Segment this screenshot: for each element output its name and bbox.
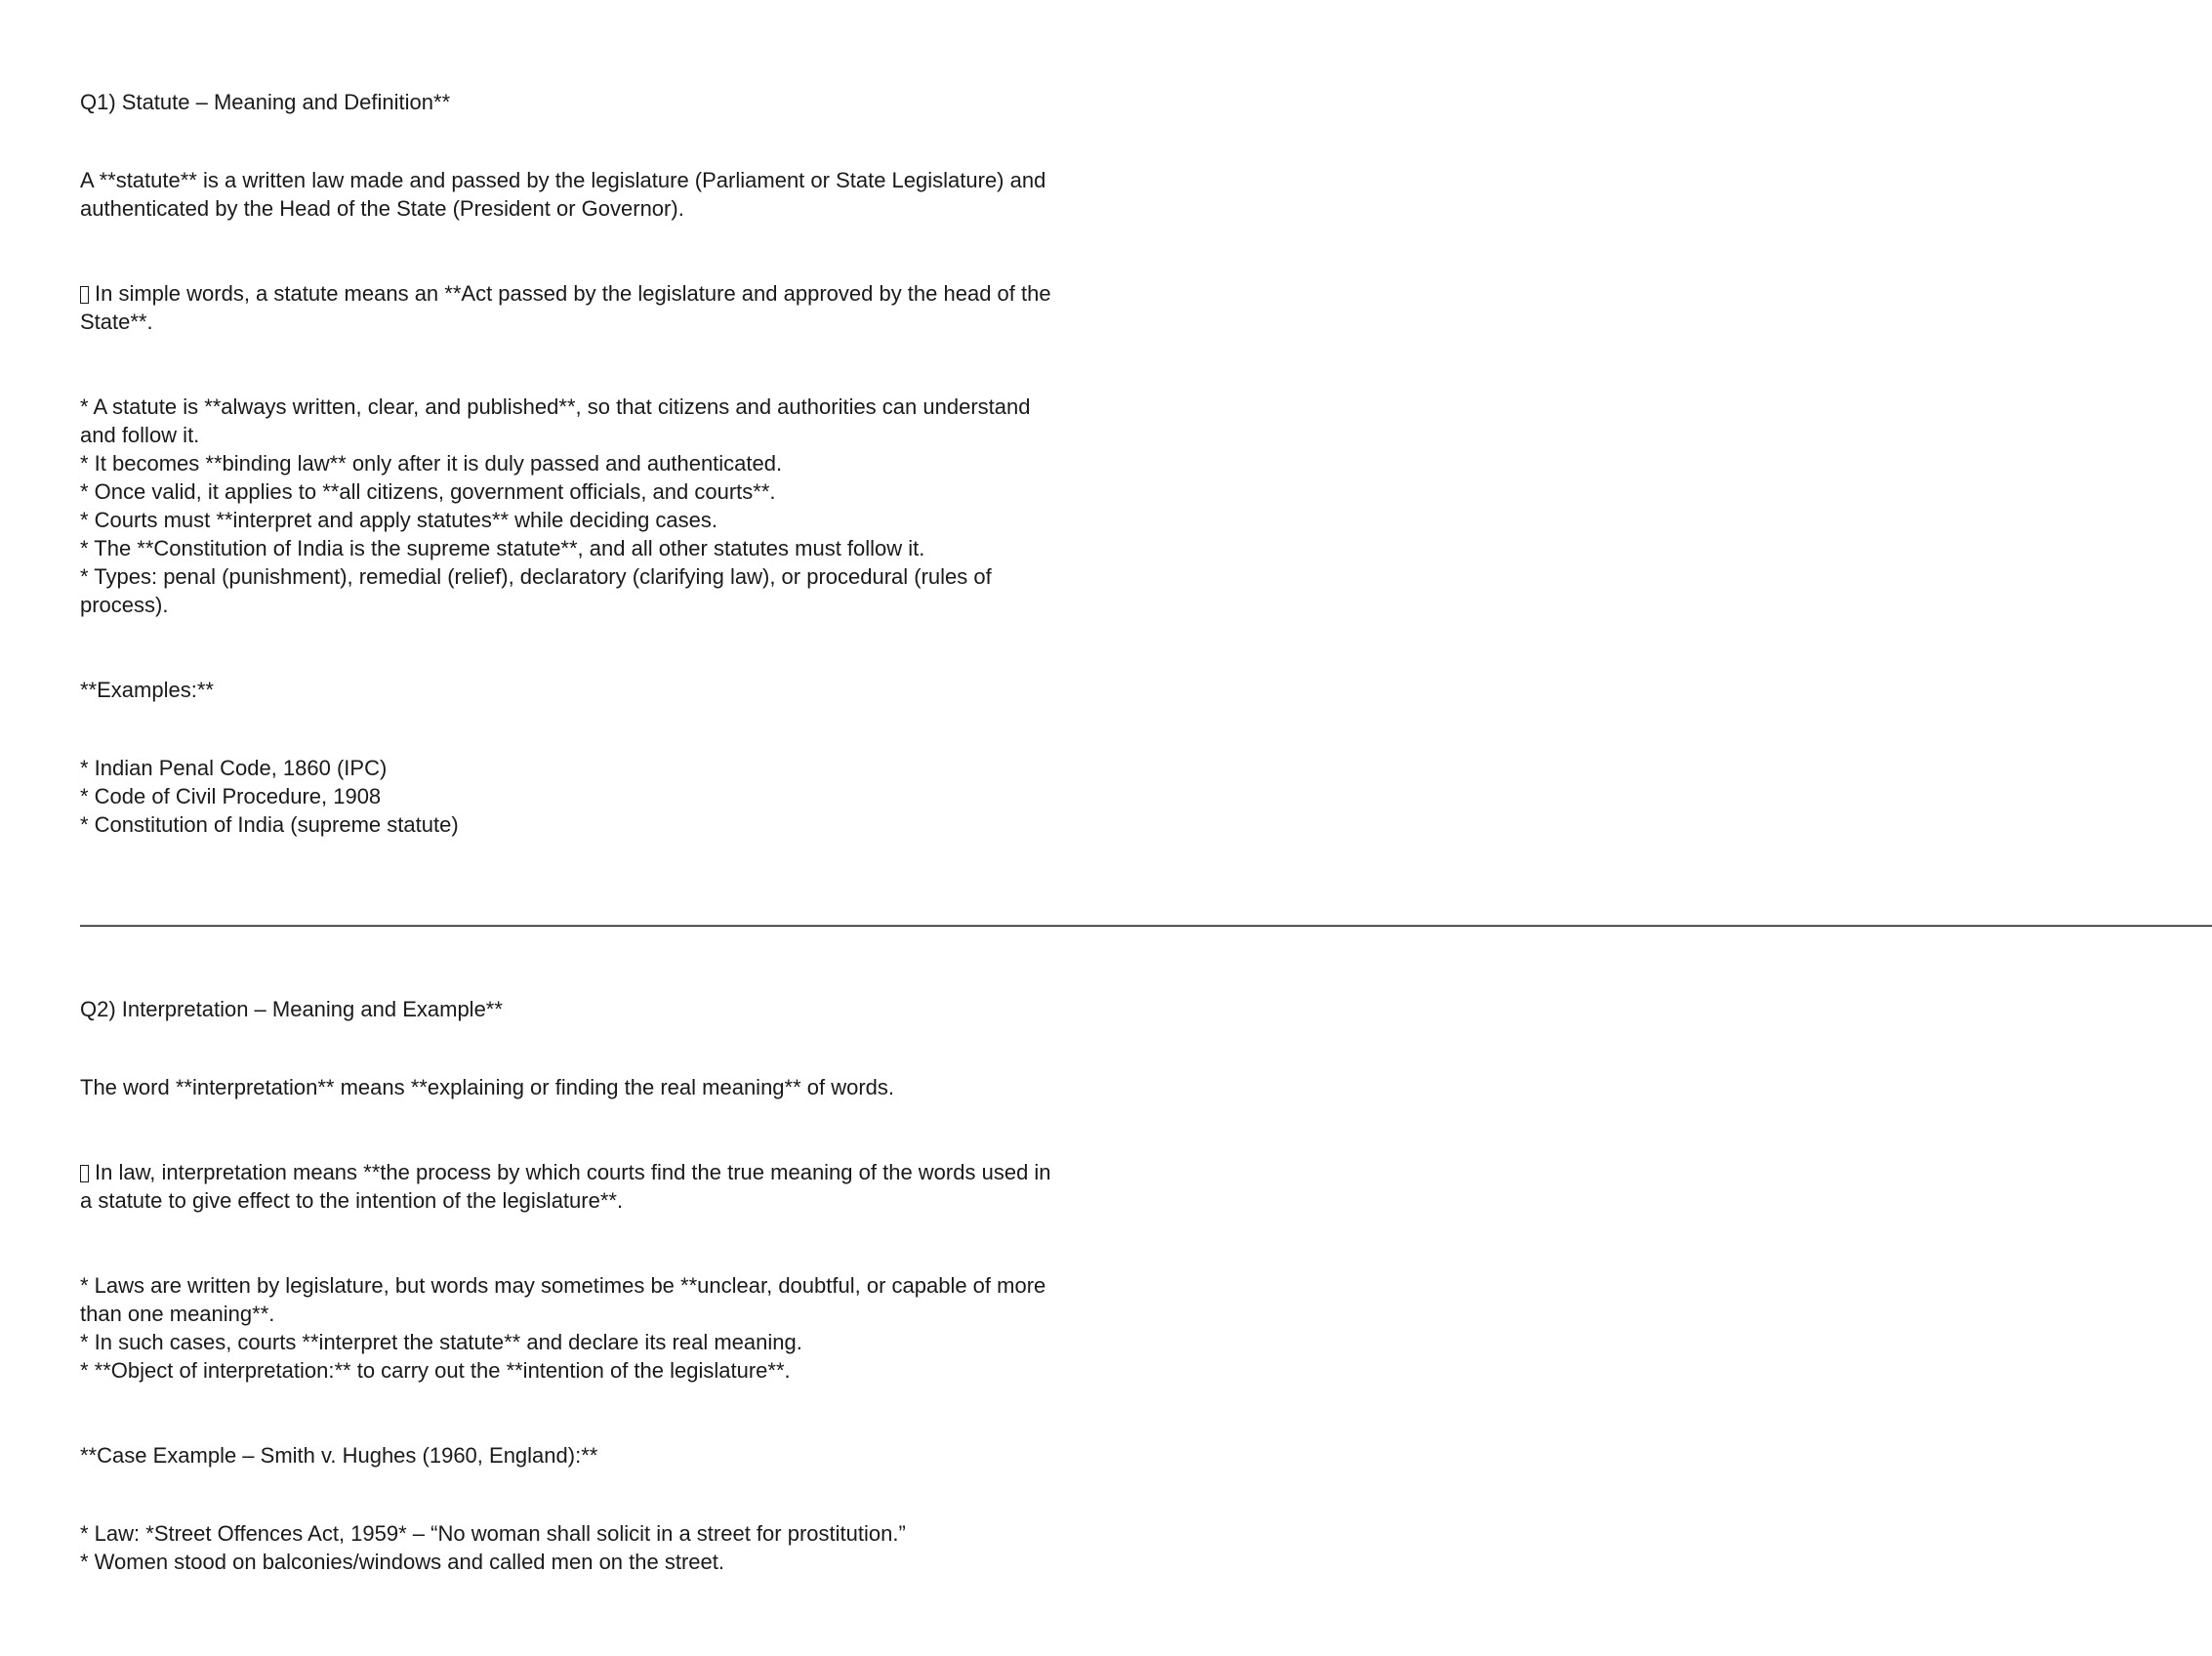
q1-examples	[80, 754, 1054, 839]
q2-point: * In such cases, courts **interpret the statute** and declare its real meaning.	[80, 1330, 802, 1354]
q1-simple-words-text: In simple words, a statute means an **Act passed by the legislature and approved by the head of the State**.	[80, 281, 1051, 334]
q2-case-point: * Law: *Street Offences Act, 1959* – “No woman shall solicit in a street for prostitution.”	[80, 1521, 906, 1546]
section-divider: ————————————————————————————————————————————————————————————————————————————————————————————————————————	[80, 912, 2212, 936]
q2-case-label: **Case Example – Smith v. Hughes (1960, England):**	[80, 1443, 598, 1468]
missing-glyph-box-icon	[80, 1165, 89, 1182]
q1-point: * Once valid, it applies to **all citizens, government officials, and courts**.	[80, 479, 776, 504]
q2-point: * **Object of interpretation:** to carry out the **intention of the legislature**.	[80, 1358, 791, 1383]
q2-in-law	[80, 1158, 1054, 1215]
q1-example: * Indian Penal Code, 1860 (IPC)	[80, 756, 388, 780]
q1-point: * Courts must **interpret and apply statutes** while deciding cases.	[80, 508, 718, 532]
q1-heading: Q1) Statute – Meaning and Definition**	[80, 90, 451, 114]
q1-point: * A statute is **always written, clear, and published**, so that citizens and authorities can understand and follow it.	[80, 394, 1031, 447]
q1-point: * It becomes **binding law** only after it is duly passed and authenticated.	[80, 451, 783, 476]
q1-point: * Types: penal (punishment), remedial (relief), declaratory (clarifying law), or procedural (rules of process).	[80, 564, 992, 617]
q2-heading: Q2) Interpretation – Meaning and Example**	[80, 997, 503, 1021]
q1-example: * Constitution of India (supreme statute)	[80, 812, 459, 837]
q2-case-points	[80, 1519, 1054, 1576]
q1-example: * Code of Civil Procedure, 1908	[80, 784, 382, 808]
q1-simple-words	[80, 279, 1054, 336]
q1-points	[80, 393, 1054, 619]
missing-glyph-box-icon	[80, 286, 89, 304]
q2-case-point: * Women stood on balconies/windows and called men on the street.	[80, 1550, 724, 1574]
q2-points	[80, 1271, 1054, 1385]
q1-examples-label: **Examples:**	[80, 678, 214, 702]
q2-definition: The word **interpretation** means **explaining or finding the real meaning** of words.	[80, 1075, 895, 1099]
q2-point: * Laws are written by legislature, but words may sometimes be **unclear, doubtful, or capable of more than one meaning**.	[80, 1273, 1046, 1326]
q1-point: * The **Constitution of India is the supreme statute**, and all other statutes must follow it.	[80, 536, 925, 560]
q2-in-law-text: In law, interpretation means **the process by which courts find the true meaning of the words used in a statute to give effect to the intention of the legislature**.	[80, 1160, 1051, 1213]
q1-definition: A **statute** is a written law made and passed by the legislature (Parliament or State Legislature) and authenticated by the Head of the State (President or Governor).	[80, 168, 1046, 221]
